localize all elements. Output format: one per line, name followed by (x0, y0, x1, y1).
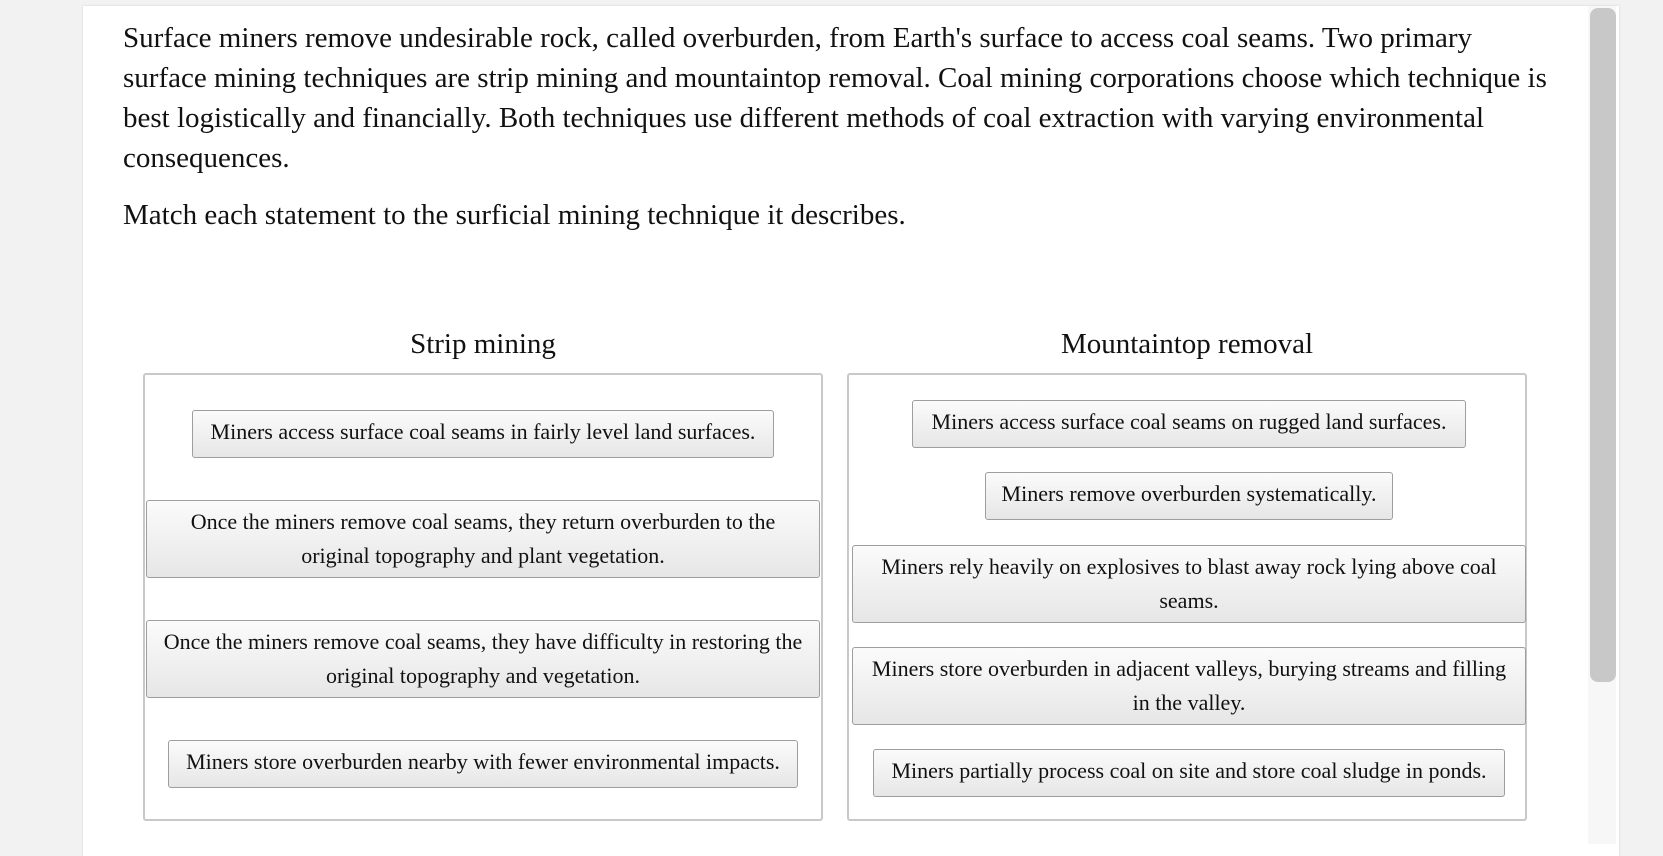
instruction-text: Match each statement to the surficial mining technique it describes. (123, 199, 906, 231)
statement-chip[interactable]: Miners store overburden in adjacent valleys, burying streams and filling in the valley. (852, 647, 1526, 725)
mountaintop-removal-heading: Mountaintop removal (1060, 328, 1314, 360)
statement-chip[interactable]: Once the miners remove coal seams, they have difficulty in restoring the original topography and vegetation. (146, 620, 820, 698)
statement-chip[interactable]: Miners store overburden nearby with fewer environmental impacts. (168, 740, 798, 788)
strip-mining-heading: Strip mining (410, 328, 556, 360)
statement-chip[interactable]: Miners remove overburden systematically. (985, 472, 1393, 520)
intro-paragraph: Surface miners remove undesirable rock, called overburden, from Earth's surface to access coal seams. Two primary surface mining techniques are strip mining and mountaintop removal. Coal mining corporations choose which technique is best logistically and financially. Both techniques use different methods of coal extraction with varying environmental consequences. (123, 22, 1547, 174)
statement-chip[interactable]: Miners partially process coal on site and store coal sludge in ponds. (873, 749, 1505, 797)
strip-mining-drop-zone[interactable] (143, 373, 823, 821)
statement-chip[interactable]: Miners access surface coal seams on rugged land surfaces. (912, 400, 1466, 448)
statement-chip[interactable]: Miners access surface coal seams in fairly level land surfaces. (192, 410, 774, 458)
statement-chip[interactable]: Miners rely heavily on explosives to blast away rock lying above coal seams. (852, 545, 1526, 623)
statement-chip[interactable]: Once the miners remove coal seams, they return overburden to the original topography and plant vegetation. (146, 500, 820, 578)
mountaintop-removal-drop-zone[interactable] (847, 373, 1527, 821)
scrollbar-thumb[interactable] (1590, 8, 1616, 682)
